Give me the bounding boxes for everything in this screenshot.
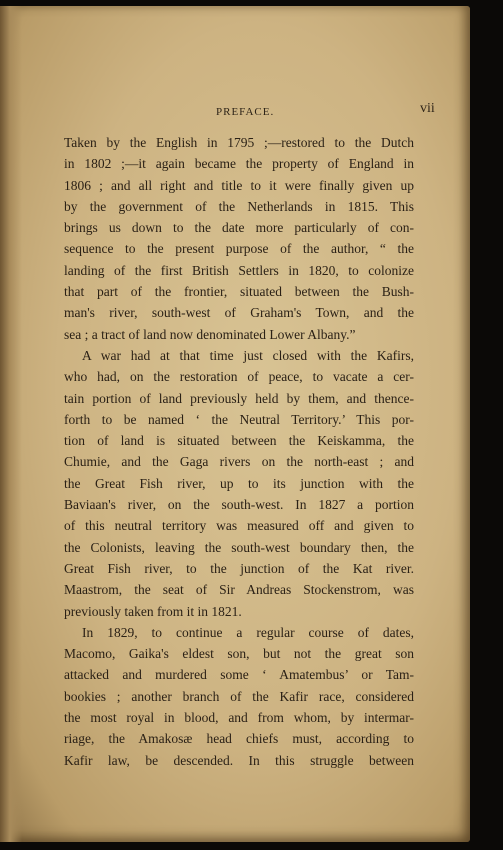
running-title: PREFACE. — [216, 106, 275, 118]
text-line: Chumie, and the Gaga rivers on the north-east ; and — [64, 454, 414, 470]
text-line: Great Fish river, to the junction of the Kat river. — [64, 560, 414, 576]
text-line: brings us down to the date more particularly of con- — [64, 220, 414, 236]
text-line: the most royal in blood, and from whom, by intermar- — [64, 710, 414, 726]
text-line: man's river, south-west of Graham's Town, and the — [64, 305, 414, 321]
text-line: the Colonists, leaving the south-west boundary then, the — [64, 539, 414, 555]
text-line: Macomo, Gaika's eldest son, but not the great son — [64, 646, 414, 662]
text-line: Baviaan's river, on the south-west. In 1827 a portion — [64, 497, 414, 513]
text-line: riage, the Amakosæ head chiefs must, according to — [64, 731, 414, 747]
text-line: tain portion of land previously held by them, and thence- — [64, 390, 414, 406]
text-line: Kafir law, be descended. In this struggle between — [64, 752, 414, 768]
text-line: 1806 ; and all right and title to it were finally given up — [64, 177, 414, 193]
text-line: of this neutral territory was measured off and given to — [64, 518, 414, 534]
text-line: tion of land is situated between the Keiskamma, the — [64, 433, 414, 449]
text-line: Taken by the English in 1795 ;—restored to the Dutch — [64, 135, 414, 150]
text-line: who had, on the restoration of peace, to vacate a cer- — [64, 369, 414, 385]
text-line: Maastrom, the seat of Sir Andreas Stockenstrom, was — [64, 582, 414, 598]
body-text — [64, 132, 414, 771]
text-line: A war had at that time just closed with the Kafirs, — [82, 347, 414, 363]
text-line: sequence to the present purpose of the author, “ the — [64, 241, 414, 257]
page-gutter — [0, 6, 22, 842]
text-line: bookies ; another branch of the Kafir race, considered — [64, 688, 414, 704]
text-line: by the government of the Netherlands in 1815. This — [64, 198, 414, 214]
text-line: sea ; a tract of land now denominated Lower Albany.” — [64, 326, 356, 342]
text-line: In 1829, to continue a regular course of dates, — [82, 624, 414, 640]
text-line: previously taken from it in 1821. — [64, 603, 242, 619]
book-page — [0, 6, 470, 842]
page-number: vii — [420, 101, 435, 116]
text-line: that part of the frontier, situated between the Bush- — [64, 284, 414, 300]
text-line: landing of the first British Settlers in 1820, to colonize — [64, 262, 414, 278]
text-line: forth to be named ‘ the Neutral Territory.’ This por- — [64, 411, 414, 427]
text-line: attacked and murdered some ‘ Amatembus’ or Tam- — [64, 667, 414, 683]
text-line: in 1802 ;—it again became the property of England in — [64, 156, 414, 172]
text-line: the Great Fish river, up to its junction with the — [64, 475, 414, 491]
